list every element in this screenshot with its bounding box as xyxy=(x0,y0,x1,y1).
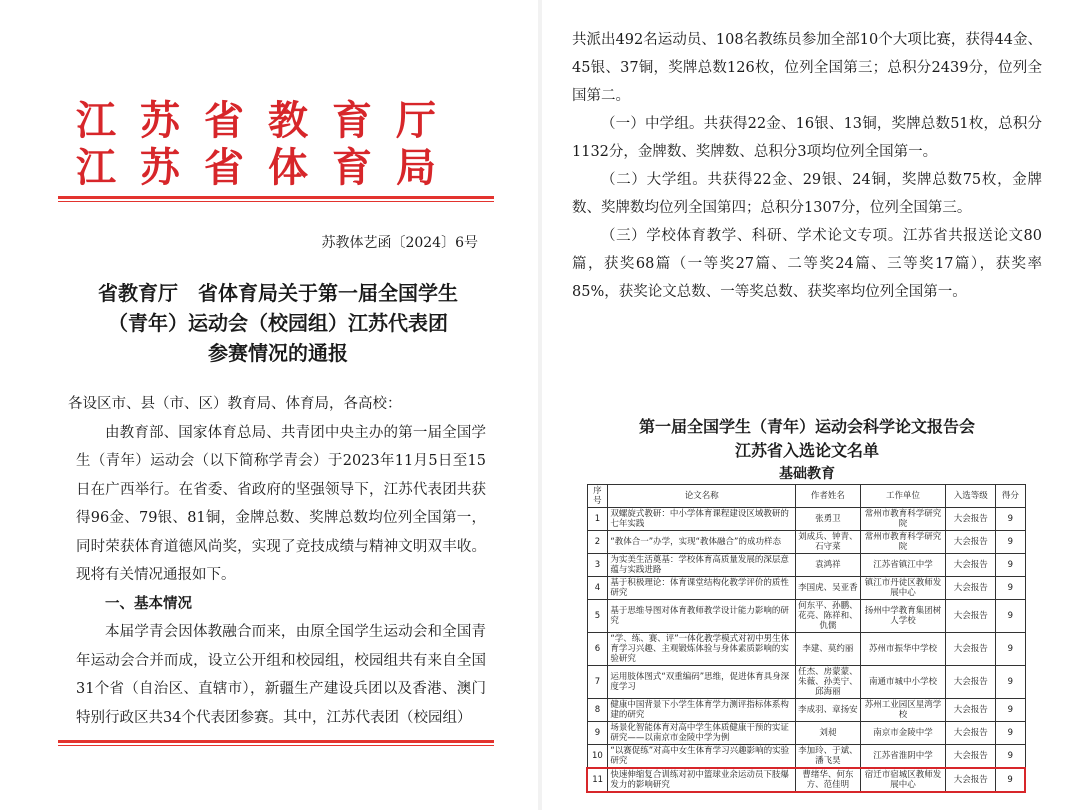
cell-level: 大会报告 xyxy=(946,768,996,792)
cell-level: 大会报告 xyxy=(946,633,996,666)
cell-authors: 曹绪华、何东方、范佳明 xyxy=(796,768,861,792)
title-line-3: 参赛情况的通报 xyxy=(208,341,348,365)
table-row xyxy=(587,600,1025,633)
paragraph-continued: 共派出492名运动员、108名教练员参加全部10个大项比赛，获得44金、45银、37铜，奖牌总数126枚，位列全国第三；总积分2439分，位列全国第二。 xyxy=(572,32,1042,104)
cell-unit: 南京市金陵中学 xyxy=(860,722,946,745)
cell-score: 9 xyxy=(996,699,1025,722)
cell-unit: 常州市教育科学研究院 xyxy=(860,508,946,531)
table-title-2: 江苏省入选论文名单 xyxy=(734,441,879,460)
cell-level: 大会报告 xyxy=(946,666,996,699)
table-row xyxy=(587,531,1025,554)
cell-index: 4 xyxy=(587,577,608,600)
cell-index: 11 xyxy=(587,768,608,792)
right-document-page xyxy=(542,0,1080,810)
paragraph-basic-info: 本届学青会因体教融合而来，由原全国学生运动会和全国青年运动会合并而成，设立公开组和校园组，校园组共有来自全国31个省（自治区、直辖市），新疆生产建设兵团以及香港、澳门特别行政区共34个代表团参赛。其中，江苏代表团（校园组） xyxy=(76,624,486,726)
cell-unit: 江苏省淮阴中学 xyxy=(860,745,946,769)
salutation: 各设区市、县（市、区）教育局、体育局，各高校： xyxy=(68,396,402,412)
cell-level: 大会报告 xyxy=(946,600,996,633)
cell-score: 9 xyxy=(996,633,1025,666)
header-index: 序号 xyxy=(587,485,608,508)
cell-score: 9 xyxy=(996,722,1025,745)
table-row xyxy=(587,745,1025,769)
cell-title: 场景化智能体育对高中学生体质健康干预的实证研究——以南京市金陵中学为例 xyxy=(608,722,796,745)
cell-title: 基于思维导图对体育教师教学设计能力影响的研究 xyxy=(608,600,796,633)
cell-level: 大会报告 xyxy=(946,577,996,600)
cell-index: 5 xyxy=(587,600,608,633)
cell-index: 7 xyxy=(587,666,608,699)
cell-unit: 扬州中学教育集团树人学校 xyxy=(860,600,946,633)
cell-index: 1 xyxy=(587,508,608,531)
title-line-1: 省教育厅 省体育局关于第一届全国学生 xyxy=(98,281,458,305)
table-header-row xyxy=(587,485,1025,508)
item-middle-school: （一）中学组。共获得22金、16银、13铜，奖牌总数51枚，总积分1132分，金牌数、奖牌数、总积分3项均位列全国第一。 xyxy=(572,116,1042,160)
cell-authors: 李成羽、章扬安 xyxy=(796,699,861,722)
title-line-2: （青年）运动会（校园组）江苏代表团 xyxy=(108,311,448,335)
table-row xyxy=(587,508,1025,531)
cell-index: 9 xyxy=(587,722,608,745)
cell-unit: 苏州工业园区星湾学校 xyxy=(860,699,946,722)
table-row xyxy=(587,577,1025,600)
cell-unit: 宿迁市宿城区教师发展中心 xyxy=(860,768,946,792)
table-row xyxy=(587,722,1025,745)
document-number: 苏教体艺函〔2024〕6号 xyxy=(321,235,478,251)
cell-authors: 何东平、孙鹏、花亮、陈祥和、仇儒 xyxy=(796,600,861,633)
issuer-line-1: 江苏省教育厅 xyxy=(76,97,460,144)
issuer-line-2: 江苏省体育局 xyxy=(76,144,460,191)
cell-level: 大会报告 xyxy=(946,508,996,531)
header-score: 得分 xyxy=(996,485,1025,508)
cell-authors: 刘成兵、钟青、石守菜 xyxy=(796,531,861,554)
cell-title: “学、练、赛、评”一体化教学模式对初中男生体育学习兴趣、主观锻炼体验与身体素质影响的实验研究 xyxy=(608,633,796,666)
cell-score: 9 xyxy=(996,554,1025,577)
cell-title: 快速伸缩复合训练对初中篮球业余运动员下肢爆发力的影响研究 xyxy=(608,768,796,792)
cell-authors: 李建、莫约丽 xyxy=(796,633,861,666)
cell-index: 2 xyxy=(587,531,608,554)
header-title: 论文名称 xyxy=(608,485,796,508)
table-row xyxy=(587,633,1025,666)
header-level: 入选等级 xyxy=(946,485,996,508)
cell-score: 9 xyxy=(996,508,1025,531)
cell-index: 3 xyxy=(587,554,608,577)
cell-level: 大会报告 xyxy=(946,745,996,769)
cell-score: 9 xyxy=(996,768,1025,792)
table-row xyxy=(587,666,1025,699)
cell-index: 10 xyxy=(587,745,608,769)
cell-title: 健康中国背景下小学生体育学力测评指标体系构建的研究 xyxy=(608,699,796,722)
item-papers: （三）学校体育教学、科研、学术论文专项。江苏省共报送论文80篇，获奖68篇（一等奖27篇、二等奖24篇、三等奖17篇），获奖率85%，获奖论文总数、一等奖总数、获奖率均位列全国第一。 xyxy=(572,228,1042,300)
cell-unit: 江苏省镇江中学 xyxy=(860,554,946,577)
red-header-rule-thin xyxy=(58,201,494,202)
item-university: （二）大学组。共获得22金、29银、24铜，奖牌总数75枚，金牌数、奖牌数均位列全国第四；总积分1307分，位列全国第三。 xyxy=(572,172,1042,216)
cell-authors: 刘昶 xyxy=(796,722,861,745)
document-title xyxy=(60,278,496,368)
red-footer-rule xyxy=(58,740,494,743)
table-subtitle: 基础教育 xyxy=(779,466,835,482)
table-row xyxy=(587,768,1025,792)
cell-title: 双螺旋式教研：中小学体育课程建设区域教研的七年实践 xyxy=(608,508,796,531)
cell-index: 8 xyxy=(587,699,608,722)
cell-index: 6 xyxy=(587,633,608,666)
cell-authors: 李加玲、于斌、潘飞昊 xyxy=(796,745,861,769)
red-footer-rule-thin xyxy=(58,745,494,746)
cell-unit: 镇江市丹徒区教师发展中心 xyxy=(860,577,946,600)
cell-score: 9 xyxy=(996,666,1025,699)
cell-authors: 袁鸿祥 xyxy=(796,554,861,577)
cell-title: “教体合一”办学，实现“教体融合”的成功样态 xyxy=(608,531,796,554)
body-text-left xyxy=(68,390,486,732)
header-unit: 工作单位 xyxy=(860,485,946,508)
cell-score: 9 xyxy=(996,745,1025,769)
cell-unit: 苏州市振华中学校 xyxy=(860,633,946,666)
cell-level: 大会报告 xyxy=(946,722,996,745)
table-row xyxy=(587,554,1025,577)
header-authors: 作者姓名 xyxy=(796,485,861,508)
table-title-1: 第一届全国学生（青年）运动会科学论文报告会 xyxy=(638,417,975,436)
cell-title: “以赛促练”对高中女生体育学习兴趣影响的实验研究 xyxy=(608,745,796,769)
table-row xyxy=(587,699,1025,722)
cell-level: 大会报告 xyxy=(946,531,996,554)
paper-list-table xyxy=(586,484,1026,793)
cell-unit: 南通市城中小学校 xyxy=(860,666,946,699)
cell-level: 大会报告 xyxy=(946,699,996,722)
cell-unit: 常州市教育科学研究院 xyxy=(860,531,946,554)
cell-authors: 张勇卫 xyxy=(796,508,861,531)
section-heading-basic: 一、基本情况 xyxy=(105,594,192,612)
paragraph-intro: 由教育部、国家体育总局、共青团中央主办的第一届全国学生（青年）运动会（以下简称学青会）于2023年11月5日至15日在广西举行。在省委、省政府的坚强领导下，江苏代表团共获得96金、79银、81铜，金牌总数、奖牌总数均位列全国第一，同时荣获体育道德风尚奖，实现了竞技成绩与精神文明双丰收。现将有关情况通报如下。 xyxy=(76,424,486,583)
cell-score: 9 xyxy=(996,600,1025,633)
body-text-right xyxy=(572,26,1042,306)
cell-score: 9 xyxy=(996,531,1025,554)
cell-authors: 任杰、房蒙蒙、朱薇、孙美宁、邱海丽 xyxy=(796,666,861,699)
cell-title: 基于积极理论：体育课堂结构化教学评价的质性研究 xyxy=(608,577,796,600)
cell-title: 为实美生活奠基：学校体育高质量发展的深层意蕴与实践进路 xyxy=(608,554,796,577)
cell-authors: 李国虎、吴亚香 xyxy=(796,577,861,600)
cell-score: 9 xyxy=(996,577,1025,600)
cell-title: 运用肢体图式“双重编码”思维，促进体育具身深度学习 xyxy=(608,666,796,699)
cell-level: 大会报告 xyxy=(946,554,996,577)
left-document-page xyxy=(0,0,538,810)
red-header-rule xyxy=(58,196,494,199)
